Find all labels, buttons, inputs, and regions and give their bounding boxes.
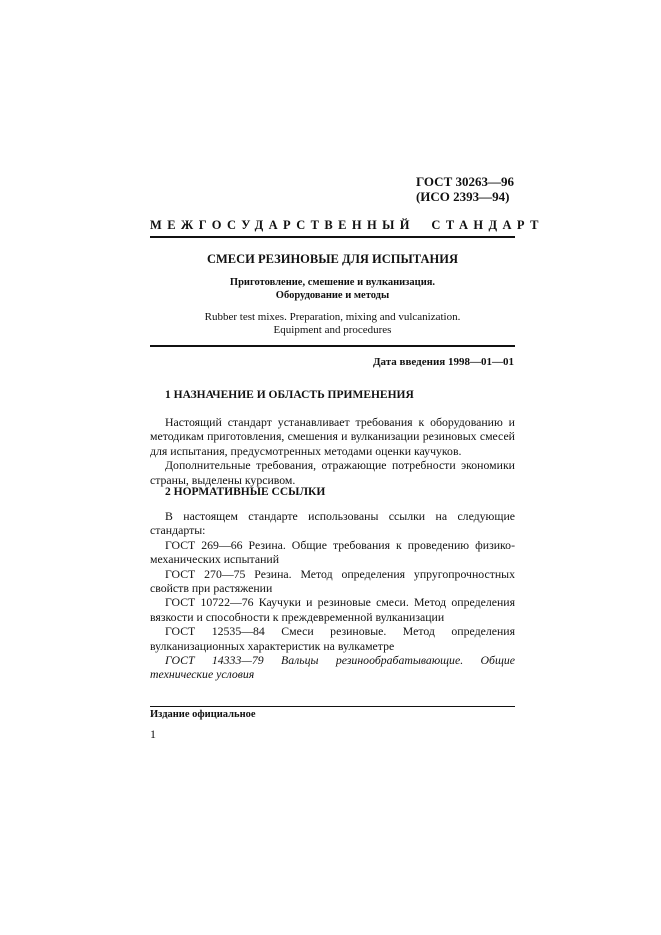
introduction-date: Дата введения 1998—01—01 xyxy=(372,356,514,368)
subtitle-line-1: Приготовление, смешение и вулканизация. xyxy=(229,277,436,288)
page-number: 1 xyxy=(150,727,156,741)
section-2-intro: В настоящем стандарте использованы ссылки на следующие стандарты: xyxy=(150,509,515,538)
document-subtitle xyxy=(150,276,515,302)
section-1-body xyxy=(150,415,515,487)
official-edition-label: Издание официальное xyxy=(150,709,256,720)
section-1-paragraph: Дополнительные требования, отражающие потребности экономики страны, выделены курсивом. xyxy=(150,458,515,487)
section-1-heading: 1 НАЗНАЧЕНИЕ И ОБЛАСТЬ ПРИМЕНЕНИЯ xyxy=(165,389,414,401)
gost-number: ГОСТ 30263—96 xyxy=(415,174,514,189)
subtitle-line-2: Оборудование и методы xyxy=(275,290,390,301)
english-title-line-2: Equipment and procedures xyxy=(273,324,392,336)
footer-rule xyxy=(150,706,515,707)
reference-item-italic: ГОСТ 14333—79 Вальцы резинообрабатывающие. Общие технические условия xyxy=(150,653,515,682)
header-rule xyxy=(150,236,515,238)
document-title: СМЕСИ РЕЗИНОВЫЕ ДЛЯ ИСПЫТАНИЯ xyxy=(206,252,459,266)
title-rule xyxy=(150,345,515,347)
english-title xyxy=(150,311,515,337)
reference-item: ГОСТ 12535—84 Смеси резиновые. Метод определения вулканизационных характеристик на вулкаметре xyxy=(150,624,515,653)
section-1-paragraph: Настоящий стандарт устанавливает требования к оборудованию и методикам приготовления, смешения и вулканизации резиновых смесей для испытания, предусмотренных методами оценки каучуков. xyxy=(150,415,515,458)
reference-item: ГОСТ 270—75 Резина. Метод определения упругопрочностных свойств при растяжении xyxy=(150,566,515,596)
standard-identifier xyxy=(416,174,514,204)
reference-item: ГОСТ 269—66 Резина. Общие требования к проведению физико-механических испытаний xyxy=(150,537,515,567)
iso-number: (ИСО 2393—94) xyxy=(415,189,510,204)
reference-item: ГОСТ 10722—76 Каучуки и резиновые смеси. Метод определения вязкости и способности к преждевременной вулканизации xyxy=(150,595,515,624)
english-title-line-1: Rubber test mixes. Preparation, mixing and vulcanization. xyxy=(204,311,461,323)
section-2-body xyxy=(150,509,515,682)
interstate-standard-label: МЕЖГОСУДАРСТВЕННЫЙ СТАНДАРТ xyxy=(150,218,544,232)
section-2-heading: 2 НОРМАТИВНЫЕ ССЫЛКИ xyxy=(165,486,326,498)
